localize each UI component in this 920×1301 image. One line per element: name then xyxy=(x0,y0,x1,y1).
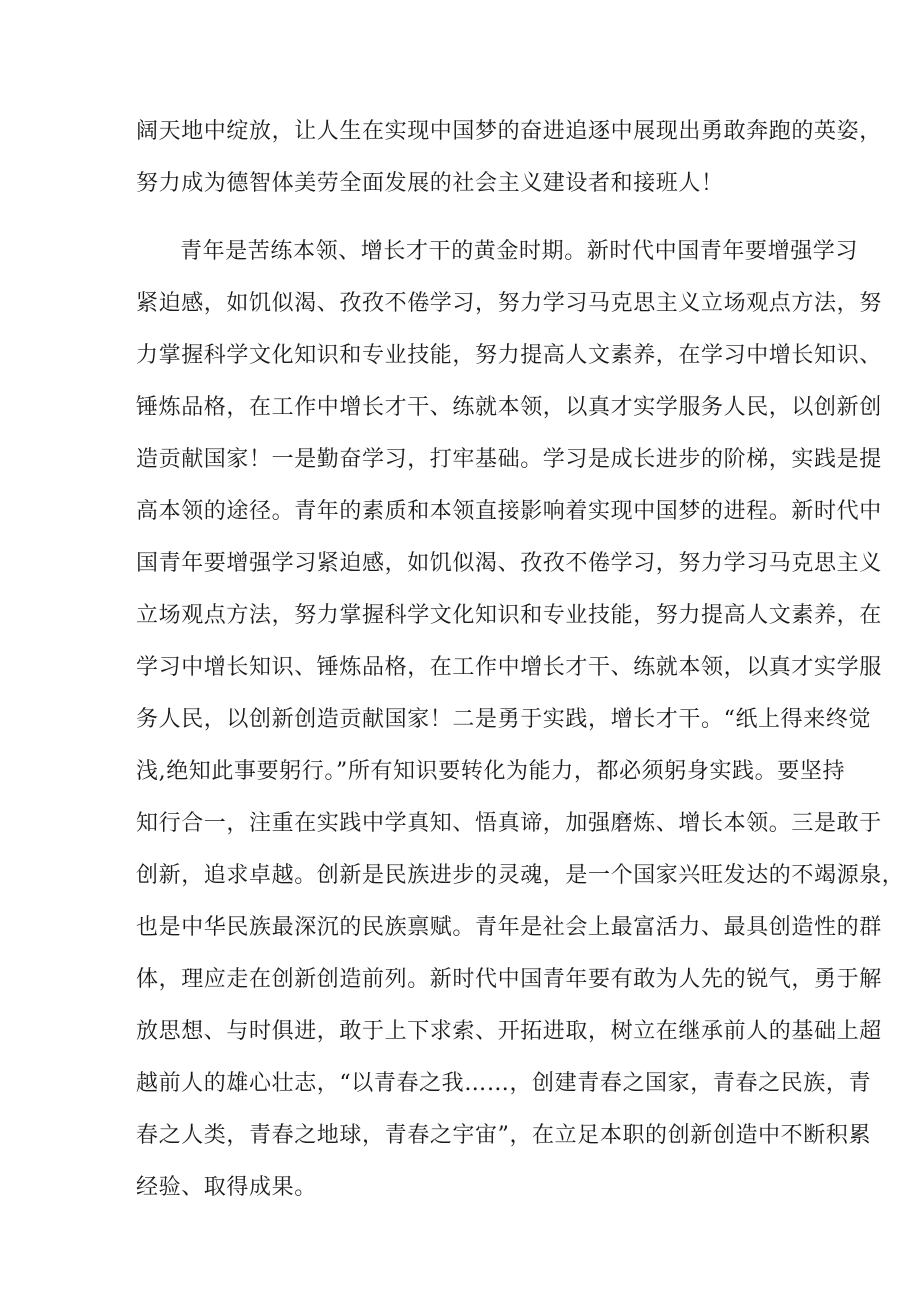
text-line: 越前人的雄心壮志，“以青春之我……，创建青春之国家，青春之民族，青 xyxy=(136,1071,872,1096)
text-line: 造贡献国家！一是勤奋学习，打牢基础。学习是成长进步的阶梯，实践是提 xyxy=(136,447,882,472)
text-line: 锤炼品格，在工作中增长才干、练就本领，以真才实学服务人民，以创新创 xyxy=(136,395,882,420)
text-line: 立场观点方法，努力掌握科学文化知识和专业技能，努力提高人文素养，在 xyxy=(136,603,882,628)
text-line: 知行合一，注重在实践中学真知、悟真谛，加强磨炼、增长本领。三是敢于 xyxy=(136,811,882,836)
text-line: 紧迫感，如饥似渴、孜孜不倦学习，努力学习马克思主义立场观点方法，努 xyxy=(136,291,882,316)
text-line: 也是中华民族最深沉的民族禀赋。青年是社会上最富活力、最具创造性的群 xyxy=(136,915,882,940)
text-line: 阔天地中绽放，让人生在实现中国梦的奋进追逐中展现出勇敢奔跑的英姿， xyxy=(136,119,882,144)
text-line: 努力成为德智体美劳全面发展的社会主义建设者和接班人！ xyxy=(136,171,724,196)
text-line: 务人民，以创新创造贡献国家！二是勇于实践，增长才干。“纸上得来终觉 xyxy=(136,707,872,732)
text-line: 创新，追求卓越。创新是民族进步的灵魂，是一个国家兴旺发达的不竭源泉， xyxy=(136,863,905,888)
text-line: 高本领的途径。青年的素质和本领直接影响着实现中国梦的进程。新时代中 xyxy=(136,499,882,524)
text-line: 浅,绝知此事要躬行。”所有知识要转化为能力，都必须躬身实践。要坚持 xyxy=(136,759,846,784)
text-line: 国青年要增强学习紧迫感，如饥似渴、孜孜不倦学习，努力学习马克思主义 xyxy=(136,551,882,576)
text-line: 力掌握科学文化知识和专业技能，努力提高人文素养，在学习中增长知识、 xyxy=(136,343,882,368)
text-line: 学习中增长知识、锤炼品格，在工作中增长才干、练就本领，以真才实学服 xyxy=(136,655,882,680)
text-line: 放思想、与时俱进，敢于上下求索、开拓进取，树立在继承前人的基础上超 xyxy=(136,1019,882,1044)
text-line: 青年是苦练本领、增长才干的黄金时期。新时代中国青年要增强学习 xyxy=(180,239,859,264)
text-line: 经验、取得成果。 xyxy=(136,1175,317,1200)
text-line: 春之人类，青春之地球，青春之宇宙”，在立足本职的创新创造中不断积累 xyxy=(136,1123,872,1148)
text-line: 体，理应走在创新创造前列。新时代中国青年要有敢为人先的锐气，勇于解 xyxy=(136,967,882,992)
